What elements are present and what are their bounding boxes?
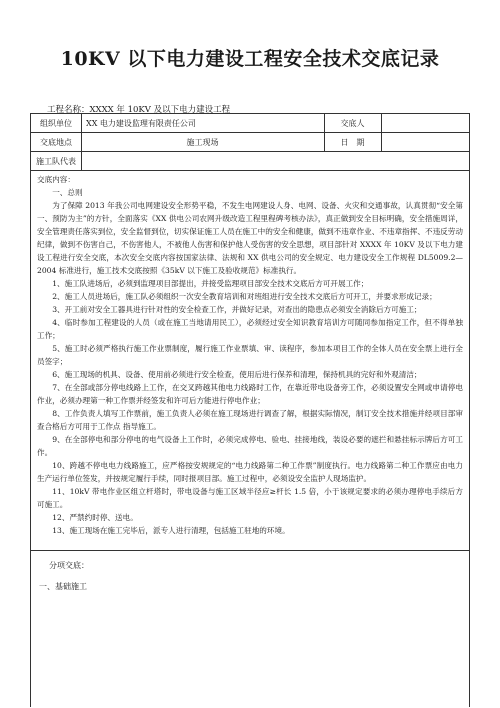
content-item: 6、施工现场的机具、设备、使用前必须进行安全检查，使用后进行保养和清理，保持机具的完好和外观清洁； [52, 370, 422, 379]
date-value [383, 133, 469, 151]
content-item: 2、施工人员进场后，施工队必须组织一次安全教育培训和对班组进行安全技术交底后方可开工，并要求形成记录； [52, 292, 437, 301]
org-value: XX 电力建设监理有限责任公司 [86, 118, 196, 128]
briefing-table [30, 113, 470, 707]
section-heading: 一、总则 [52, 188, 83, 197]
content-item: 10、跨越不停电电力线路施工，应严格按安规规定的“电力线路第二种工作票”制度执行。电力线路第二种工作票应由电力生产运行单位签发，并按规定履行手续，同时报项目部。施工过程中，必须设安全监护人现场监护。 [37, 461, 463, 483]
row-organization [31, 114, 469, 133]
row-subitem [31, 551, 469, 708]
document-title: 10KV 以下电力建设工程安全技术交底记录 [60, 48, 440, 70]
briefer-value [383, 114, 469, 132]
content-item: 8、工作负责人填写工作票前，施工负责人必须在施工现场进行调查了解，根据实际情况，制订安全技术措施并经项目部审查合格后方可用于工作点 指导施工。 [37, 409, 463, 431]
project-name: 工程名称：XXXX 年 10KV 及以下电力建设工程 [47, 105, 231, 115]
subitem-label: 分项交底： [49, 561, 89, 570]
location-label: 交底地点 [40, 137, 72, 147]
briefer-label: 交底人 [340, 118, 365, 128]
content-item: 4、临时参加工程建设的人员（或在施工当地请用民工），必须经过安全知识教育培训方可随同参加指定工作，但不得单独工作； [37, 318, 463, 340]
content-item: 13、施工现场在施工完毕后，派专人进行清理，包括施工驻地的环境。 [52, 526, 290, 535]
intro-paragraph: 为了保障 2013 年我公司电网建设安全形势平稳，不发生电网建设人身、电网、设备、火灾和交通事故，认真贯彻“安全第一、预防为主”的方针，全面落实《XX 供电公司农网升级改造工程里程碑考核办法》，真正做到安全目标明确，安全措施周详，安全管理责任落实到位，安全监督到位，切实保证施工人员在施工中的安全和健康，做到不违章作业、不违章指挥、不违反劳动纪律，做到不伤害自己，不伤害他人，不被他人伤害和保护他人受伤害的安全思想，项目部针对 XXXX 年 10KV 及以下电力建设工程进行安全交底，本次安全交底内容按国家法律、法规和 XX 供电公司的安全规定、电力建设安全工作规程 DL5009.2—2004 标准进行，施工技术交底按照《35kV 以下施工及验收规范》标准执行。 [37, 201, 463, 275]
row-location [31, 133, 469, 152]
date-label: 日 期 [340, 137, 365, 147]
content-item: 12、严禁约时停、送电。 [52, 513, 138, 522]
content-item: 1、施工队进场后，必须到监理项目部提出，并接受监理项目部安全技术交底后方可开展工作； [52, 279, 369, 288]
content-label: 交底内容： [37, 175, 75, 184]
row-team [31, 152, 469, 171]
location-value: 施工现场 [186, 137, 219, 147]
content-item: 5、施工时必须严格执行施工作业票制度，履行施工作业票填、审、读程序，参加本项目工作的全体人员在安全票上进行全员签字； [37, 344, 463, 366]
team-value [86, 152, 466, 170]
team-label: 施工队代表 [36, 156, 76, 166]
row-content [31, 171, 469, 551]
content-item: 3、开工前对安全工器具进行针对性的安全检查工作，并做好记录，对查出的隐患点必须安全消除后方可施工； [52, 305, 422, 314]
content-body [37, 173, 463, 537]
subitem-heading: 一、基础施工 [39, 582, 87, 591]
content-item: 11、10kV 带电作业区组立杆塔时，带电设备与施工区域半径应≥杆长 1.5 倍，小于该规定要求的必须办理停电手续后方可施工。 [37, 487, 463, 509]
org-label: 组织单位 [40, 118, 72, 128]
content-item: 7、在全部或部分停电线路上工作，在交叉跨越其他电力线路时工作，在靠近带电设备旁工作，必须设置安全网或申请停电作业，必须办理第一种工作票并经签发和许可后方能进行停电作业； [37, 383, 463, 405]
content-item: 9、在全部停电和部分停电的电气设备上工作时，必须完成停电、验电、挂接地线，装设必要的遮拦和悬挂标示牌后方可工作。 [37, 435, 463, 457]
